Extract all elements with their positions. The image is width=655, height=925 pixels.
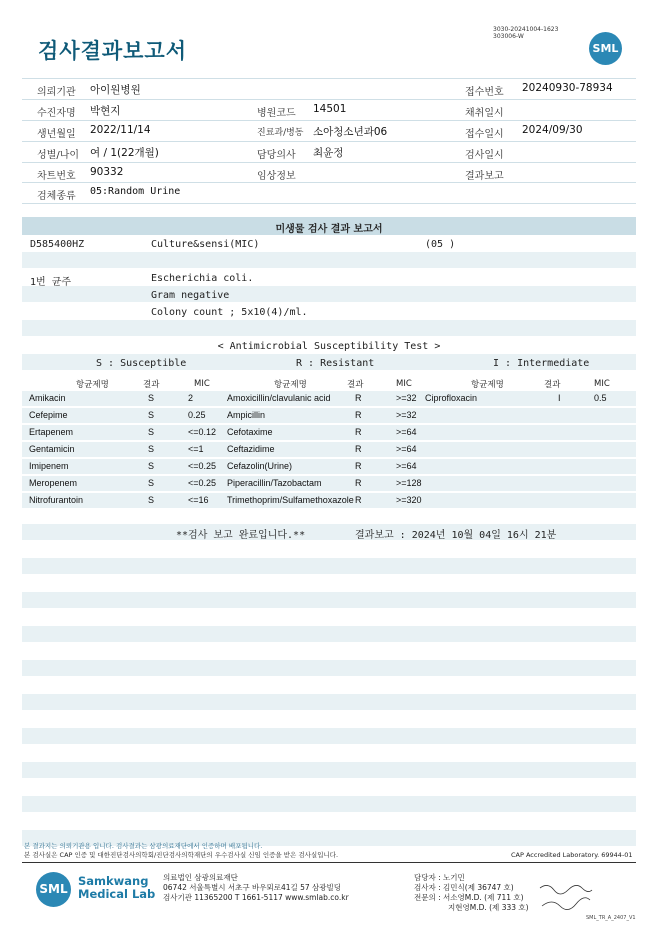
ast-cell-r2: R	[355, 393, 362, 403]
chart-value: 90332	[90, 166, 124, 178]
ast-cell-r2: R	[355, 495, 362, 505]
empty-row-band	[22, 592, 636, 608]
organism-label: 1번 균주	[30, 277, 72, 288]
empty-row-band	[22, 660, 636, 676]
clinical-label: 임상정보	[257, 171, 296, 182]
ast-cell-r1: S	[148, 461, 155, 471]
hospital-value: 아이원병원	[90, 84, 141, 96]
divider	[22, 78, 636, 79]
address-line-1: 의료법인 삼광의료재단	[163, 873, 238, 882]
ast-cell-r2: R	[355, 444, 362, 454]
ast-cell-r2: R	[355, 478, 362, 488]
ast-cell-m2: >=64	[396, 444, 417, 454]
sex-age-value: 여 / 1(22개월)	[90, 147, 159, 159]
test-code: D585400HZ	[30, 239, 85, 250]
gram-stain: Gram negative	[151, 290, 230, 301]
empty-row-band	[22, 626, 636, 642]
ast-row-band	[22, 425, 636, 440]
ast-cell-m1: <=0.12	[188, 427, 217, 437]
ast-cell-r2: R	[355, 410, 362, 420]
ast-cell-m1: <=1	[188, 444, 204, 454]
section-title: 미생물 검사 결과 보고서	[275, 224, 383, 235]
ast-cell-r1: S	[148, 427, 155, 437]
col-drug-1: 항균제명	[76, 380, 109, 390]
receipt-no-label: 접수번호	[465, 87, 504, 98]
document-code-line-2: 303006-W	[493, 33, 524, 40]
report-time: 결과보고 : 2024년 10월 04일 16시 21분	[355, 530, 557, 541]
ast-cell-d1: Gentamicin	[29, 444, 75, 454]
signature-scribble	[538, 880, 594, 914]
staff-manager: 담당자 : 노기민	[414, 873, 465, 882]
ast-cell-d2: Ampicillin	[227, 410, 266, 420]
test-name: Culture&sensi(MIC)	[151, 239, 260, 250]
divider	[22, 120, 636, 121]
row-band	[22, 286, 636, 302]
col-result-3: 결과	[544, 380, 561, 390]
hospital-label: 의뢰기관	[37, 87, 76, 98]
footer-note-1: 본 결과지는 의뢰기관용 입니다. 검사결과는 삼광의료재단에서 인증하며 배포됩니다.	[24, 842, 263, 850]
ast-cell-d2: Amoxicillin/clavulanic acid	[227, 393, 331, 403]
brand-line-2: Medical Lab	[78, 887, 156, 901]
ast-cell-m1: 0.25	[188, 410, 206, 420]
form-code: SML_TR_A_2407_V1	[586, 915, 636, 921]
receipt-date-label: 접수일시	[465, 129, 504, 140]
ast-cell-m2: >=32	[396, 393, 417, 403]
ast-row-band	[22, 408, 636, 423]
empty-row-band	[22, 762, 636, 778]
sml-footer-logo: SML	[36, 872, 71, 907]
row-band	[22, 252, 636, 268]
ast-cell-d1: Ertapenem	[29, 427, 74, 437]
ast-cell-m2: >=32	[396, 410, 417, 420]
ast-cell-m2: >=64	[396, 427, 417, 437]
specimen-label: 검체종류	[37, 191, 76, 202]
legend-intermediate: I : Intermediate	[493, 358, 590, 369]
ast-cell-r1: S	[148, 444, 155, 454]
dept-value: 소아청소년과06	[313, 126, 388, 138]
ast-cell-r2: R	[355, 461, 362, 471]
specimen-value: 05:Random Urine	[90, 186, 181, 197]
cap-accreditation: CAP Accredited Laboratory. 69944-01	[511, 851, 633, 859]
doctor-value: 최윤정	[313, 147, 344, 159]
staff-specialist-2: 지현영M.D. (제 333 호)	[448, 903, 529, 912]
sml-logo: SML	[589, 32, 622, 65]
report-complete: **검사 보고 완료입니다.**	[176, 530, 306, 541]
ast-cell-r1: S	[148, 410, 155, 420]
divider	[22, 99, 636, 100]
ast-cell-m1: 2	[188, 393, 194, 403]
test-number: (05 )	[425, 239, 456, 250]
divider	[22, 162, 636, 163]
ast-cell-r2: R	[355, 427, 362, 437]
sex-age-label: 성별/나이	[37, 150, 80, 161]
result-report-label: 결과보고	[465, 171, 504, 182]
ast-cell-d1: Nitrofurantoin	[29, 495, 84, 505]
dob-value: 2022/11/14	[90, 124, 151, 136]
brand-name	[78, 875, 155, 901]
col-mic-1: MIC	[194, 379, 210, 389]
legend-susceptible: S : Susceptible	[96, 358, 187, 369]
ast-cell-d2: Cefotaxime	[227, 427, 273, 437]
address-line-3: 검사기관 11365200 T 1661-5117 www.smlab.co.kr	[163, 893, 349, 902]
ast-row-band	[22, 459, 636, 474]
staff-block	[414, 873, 529, 913]
ast-row-band	[22, 476, 636, 491]
col-mic-3: MIC	[594, 379, 610, 389]
ast-cell-m1: <=0.25	[188, 478, 217, 488]
ast-cell-r3: I	[558, 393, 561, 403]
divider	[22, 182, 636, 183]
patient-label: 수진자명	[37, 108, 76, 119]
doctor-label: 담당의사	[257, 150, 296, 161]
chart-label: 차트번호	[37, 171, 76, 182]
ast-cell-d2: Cefazolin(Urine)	[227, 461, 293, 471]
receipt-no-value: 20240930-78934	[522, 82, 613, 94]
ast-title: < Antimicrobial Susceptibility Test >	[217, 341, 441, 352]
footer-note-2: 본 검사실은 CAP 인증 및 대한진단검사의학회/진단검사의학재단의 우수검사실 신임 인증을 받은 검사실입니다.	[24, 851, 339, 859]
ast-cell-r1: S	[148, 478, 155, 488]
brand-line-1: Samkwang	[78, 874, 149, 888]
ast-cell-m2: >=320	[396, 495, 422, 505]
divider	[22, 141, 636, 142]
row-band	[22, 320, 636, 336]
ast-cell-m2: >=64	[396, 461, 417, 471]
ast-cell-d1: Cefepime	[29, 410, 68, 420]
ast-cell-d2: Ceftazidime	[227, 444, 275, 454]
dept-label: 진료과/병동	[257, 128, 304, 138]
col-drug-2: 항균제명	[274, 380, 307, 390]
organism-name: Escherichia coli.	[151, 273, 254, 284]
legend-resistant: R : Resistant	[296, 358, 375, 369]
ast-cell-d1: Meropenem	[29, 478, 78, 488]
hospital-code-value: 14501	[313, 103, 347, 115]
ast-cell-d1: Imipenem	[29, 461, 69, 471]
ast-cell-r1: S	[148, 393, 155, 403]
col-drug-3: 항균제명	[471, 380, 504, 390]
hospital-code-label: 병원코드	[257, 108, 296, 119]
collect-date-label: 채취일시	[465, 108, 504, 119]
page-title: 검사결과보고서	[38, 39, 188, 63]
footer-divider	[22, 862, 636, 863]
dob-label: 생년월일	[37, 129, 76, 140]
col-mic-2: MIC	[396, 379, 412, 389]
empty-row-band	[22, 796, 636, 812]
receipt-date-value: 2024/09/30	[522, 124, 583, 136]
staff-tester: 검사자 : 김민식(제 36747 호)	[414, 883, 514, 892]
ast-cell-d2: Trimethoprim/Sulfamethoxazole	[227, 495, 354, 505]
ast-row-band	[22, 442, 636, 457]
empty-row-band	[22, 558, 636, 574]
address-line-2: 06742 서울특별시 서초구 바우뫼로41길 57 삼광빌딩	[163, 883, 342, 892]
ast-cell-m3: 0.5	[594, 393, 607, 403]
document-code	[493, 26, 558, 40]
ast-cell-d2: Piperacillin/Tazobactam	[227, 478, 322, 488]
address-block	[163, 873, 349, 903]
divider	[22, 203, 636, 204]
ast-cell-m1: <=16	[188, 495, 209, 505]
ast-cell-m1: <=0.25	[188, 461, 217, 471]
col-result-2: 결과	[347, 380, 364, 390]
empty-row-band	[22, 694, 636, 710]
document-code-line-1: 3030-20241004-1623	[493, 26, 559, 33]
ast-cell-m2: >=128	[396, 478, 422, 488]
ast-cell-r1: S	[148, 495, 155, 505]
empty-row-band	[22, 728, 636, 744]
patient-value: 박현지	[90, 105, 121, 117]
col-result-1: 결과	[143, 380, 160, 390]
ast-cell-d1: Amikacin	[29, 393, 66, 403]
ast-cell-d3: Ciprofloxacin	[425, 393, 478, 403]
colony-count: Colony count ; 5x10(4)/ml.	[151, 307, 308, 318]
staff-specialist-1: 전문의 : 서소영M.D. (제 711 호)	[414, 893, 524, 902]
test-date-label: 검사일시	[465, 150, 504, 161]
